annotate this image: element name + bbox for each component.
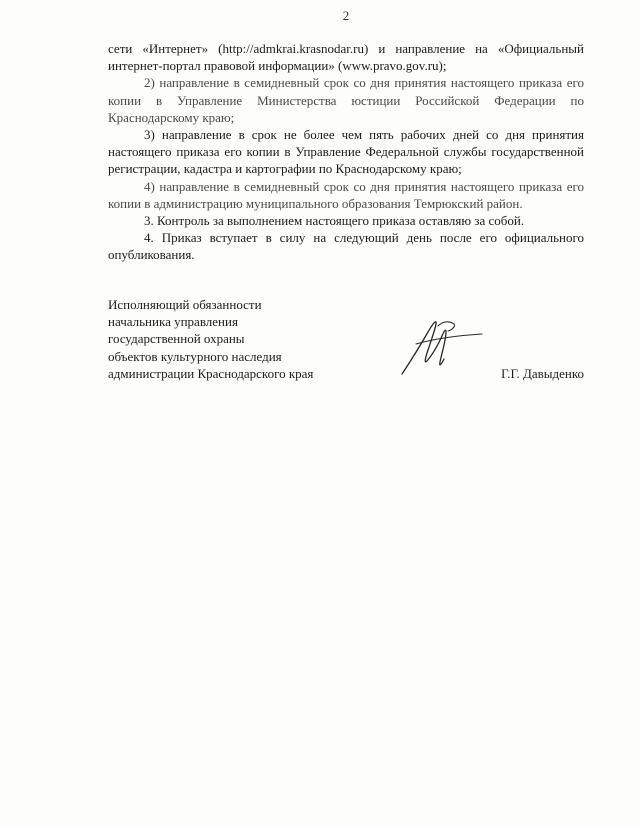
signatory-title-line: государственной охраны [108,331,245,347]
paragraph-item-4: 4) направление в семидневный срок со дня принятия настоящего приказа его копии в администрацию муниципального образования Темрюкский район. [108,178,584,211]
signatory-title-line: администрации Краснодарского края [108,365,314,381]
paragraph-item-2: 2) направление в семидневный срок со дня принятия настоящего приказа его копии в Управление Министерства юстиции Российской Федерации по Краснодарскому краю; [108,75,584,125]
handwritten-signature-icon [398,312,484,378]
document-body [108,40,584,264]
signatory-title-line: начальника управления [108,314,238,330]
signatory-title-line: объектов культурного наследия [108,348,282,364]
signatory-title-line: Исполняющий обязанности [108,297,262,312]
signature-block [108,296,584,382]
paragraph-item-3: 3) направление в срок не более чем пять рабочих дней со дня принятия настоящего приказа его копии в Управление Федеральной службы государственной регистрации, кадастра и картографии по Краснодарскому краю; [108,127,584,177]
paragraph-effective-date: 4. Приказ вступает в силу на следующий день после его официального опубликования. [108,230,584,263]
page-number: 2 [342,8,350,23]
paragraph-internet-publication: сети «Интернет» (http://admkrai.krasnodar.ru) и направление на «Официальный интернет-портал правовой информации» (www.pravo.gov.ru); [108,41,584,74]
paragraph-control: 3. Контроль за выполнением настоящего приказа оставляю за собой. [144,213,525,229]
signatory-name: Г.Г. Давыденко [501,365,584,381]
